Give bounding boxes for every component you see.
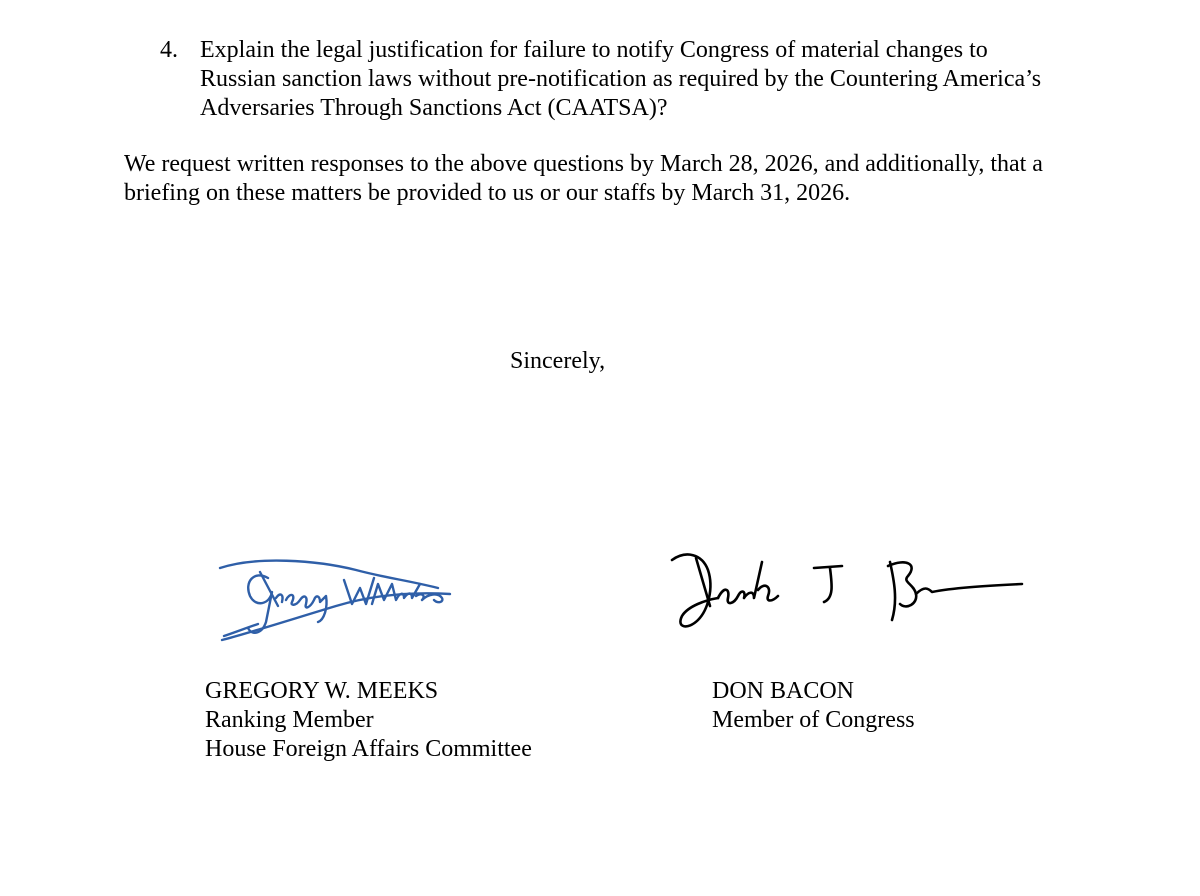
- list-item-line: Adversaries Through Sanctions Act (CAATSA)?: [200, 95, 668, 121]
- list-item-text: [200, 36, 1160, 123]
- signature-bacon-image: [662, 540, 1032, 645]
- signatory-name: GREGORY W. MEEKS: [205, 678, 439, 704]
- signatory-title: Ranking Member: [205, 707, 374, 733]
- paragraph-line: briefing on these matters be provided to us or our staffs by March 31, 2026.: [124, 180, 851, 206]
- signatory-name: DON BACON: [712, 678, 855, 704]
- signatory-committee: House Foreign Affairs Committee: [205, 736, 532, 762]
- signature-meeks-image: [206, 548, 456, 648]
- signature-block-meeks: [205, 677, 532, 764]
- signatory-title: Member of Congress: [712, 707, 915, 733]
- closing-salutation: Sincerely,: [510, 348, 606, 374]
- list-item-line: Explain the legal justification for failure to notify Congress of material changes to: [200, 37, 988, 63]
- signature-block-bacon: [712, 677, 915, 735]
- list-item-number: 4.: [160, 37, 178, 63]
- list-item-line: Russian sanction laws without pre-notification as required by the Countering America’s: [200, 66, 1042, 92]
- paragraph-line: We request written responses to the above questions by March 28, 2026, and additionally, that a: [124, 151, 1043, 177]
- request-paragraph: [124, 150, 1124, 208]
